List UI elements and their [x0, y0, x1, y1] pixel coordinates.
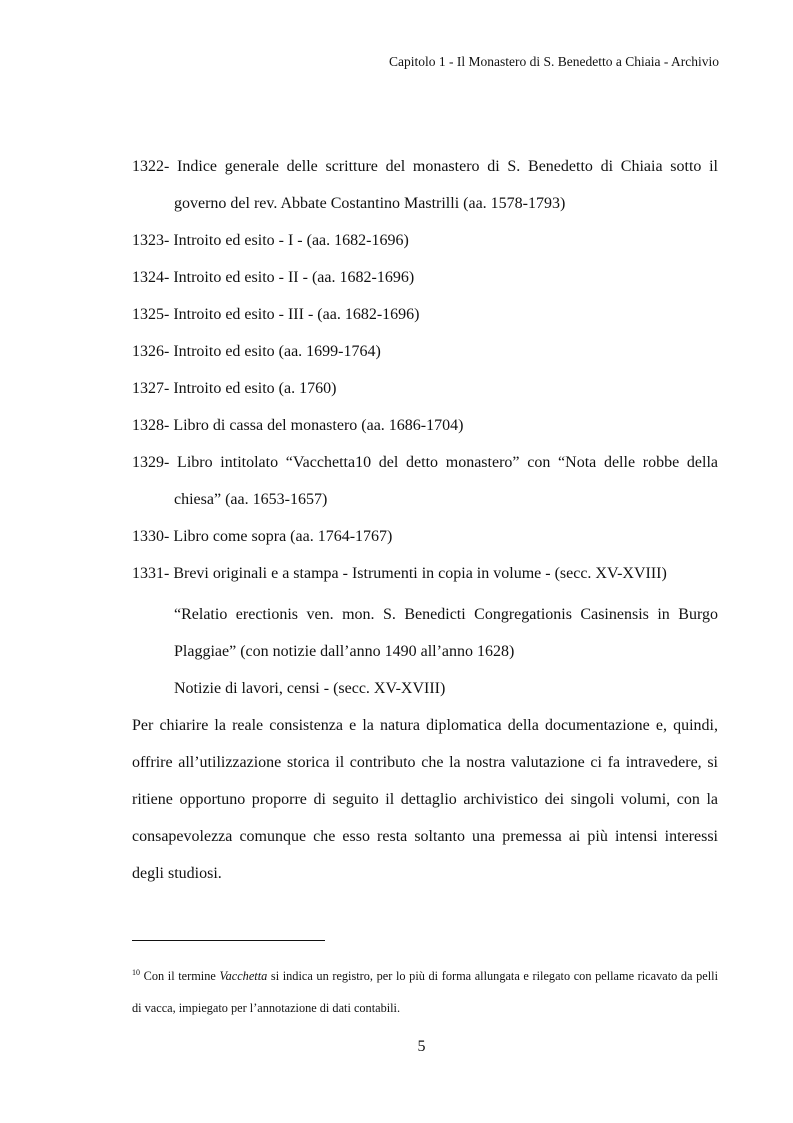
archive-entry-1322: 1322- Indice generale delle scritture del monastero di S. Benedetto di Chiaia sotto il governo del rev. Abbate Costantino Mastrilli (aa. 1578-1793): [132, 158, 718, 212]
footnote-intro: Con il termine: [140, 969, 220, 983]
page-number: 5: [417, 1038, 426, 1055]
running-header: Capitolo 1 - Il Monastero di S. Benedetto a Chiaia - Archivio: [389, 54, 719, 69]
footnote-divider: [132, 940, 325, 941]
sub-item-notizie: Notizie di lavori, censi - (secc. XV-XVIII): [174, 680, 446, 697]
footnote: [132, 960, 718, 1024]
archive-entry-1328: 1328- Libro di cassa del monastero (aa. 1686-1704): [132, 417, 464, 434]
archive-entry-1323: 1323- Introito ed esito - I - (aa. 1682-1696): [132, 232, 409, 249]
footnote-marker: 10: [132, 968, 140, 977]
body-paragraph: Per chiarire la reale consistenza e la natura diplomatica della documentazione e, quindi, offrire all’utilizzazione storica il contributo che la nostra valutazione ci fa intravedere, si ritiene opportuno proporre di seguito il dettaglio archivistico dei singoli volumi, con la consapevolezza comunque che esso resta soltanto una premessa ai più intensi interessi degli studiosi.: [132, 717, 718, 882]
archive-entry-1324: 1324- Introito ed esito - II - (aa. 1682-1696): [132, 269, 415, 286]
sub-item-relatio: “Relatio erectionis ven. mon. S. Benedicti Congregationis Casinensis in Burgo Plaggiae” (con notizie dall’anno 1490 all’anno 1628): [174, 606, 718, 660]
archive-entry-1326: 1326- Introito ed esito (aa. 1699-1764): [132, 343, 381, 360]
archive-entry-1325: 1325- Introito ed esito - III - (aa. 1682-1696): [132, 306, 420, 323]
main-content: [132, 148, 718, 892]
footnote-text: si indica un registro, per lo più di forma allungata e rilegato con pellame ricavato da pelli di vacca, impiegato per l’annotazione di dati contabili.: [132, 969, 719, 1015]
archive-entry-1331: 1331- Brevi originali e a stampa - Istrumenti in copia in volume - (secc. XV-XVIII): [132, 565, 667, 582]
archive-entry-1327: 1327- Introito ed esito (a. 1760): [132, 380, 337, 397]
footnote-term: Vacchetta: [219, 969, 268, 983]
archive-entry-1329: 1329- Libro intitolato “Vacchetta10 del detto monastero” con “Nota delle robbe della chiesa” (aa. 1653-1657): [132, 454, 718, 508]
archive-entry-1330: 1330- Libro come sopra (aa. 1764-1767): [132, 528, 393, 545]
